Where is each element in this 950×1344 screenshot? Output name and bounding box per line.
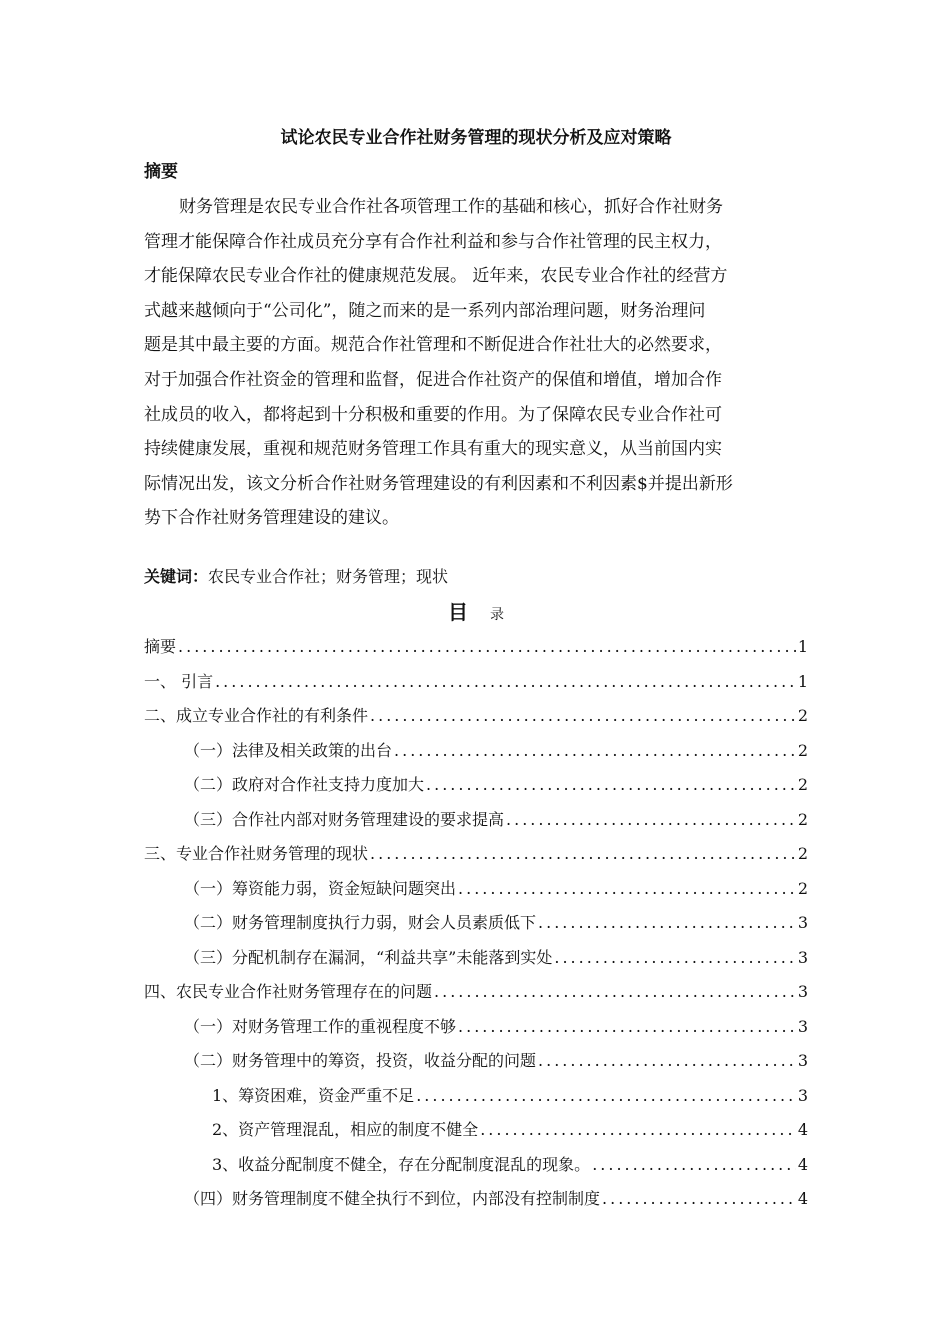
toc-entry-section-3-3[interactable]: [144, 944, 808, 979]
toc-leader-dots: [394, 737, 796, 765]
toc-entry-page: 2: [797, 844, 808, 863]
toc-entry-section-3[interactable]: [144, 840, 808, 875]
toc-entry-text: 四、农民专业合作社财务管理存在的问题: [144, 982, 433, 1001]
toc-entry-page: 2: [797, 740, 808, 760]
toc-entry-section-4-2-1[interactable]: [144, 1082, 808, 1117]
toc-leader-dots: [554, 944, 795, 972]
toc-entry-section-2-3[interactable]: [144, 806, 808, 841]
abstract-body: [144, 190, 808, 536]
toc-leader-dots: [426, 771, 796, 799]
toc-entry-text: （三）分配机制存在漏洞，“利益共享”未能落到实处: [184, 947, 553, 967]
abstract-line: 才能保障农民专业合作社的健康规范发展。 近年来，农民专业合作社的经营方: [144, 266, 728, 287]
abstract-line: 财务管理是农民专业合作社各项管理工作的基础和核心，抓好合作社财务: [179, 197, 723, 217]
toc-entry-abstract[interactable]: [144, 633, 808, 668]
abstract-line: 题是其中最主要的方面。规范合作社管理和不断促进合作社壮大的必然要求，: [144, 335, 722, 356]
toc-entry-page: 2: [797, 809, 808, 829]
toc-leader-dots: [458, 1013, 796, 1041]
toc-entry-page: 4: [797, 1189, 808, 1208]
abstract-line: 管理才能保障合作社成员充分享有合作社利益和参与合作社管理的民主权力，: [144, 231, 722, 252]
toc-entry-text: （二）政府对合作社支持力度加大: [184, 775, 425, 794]
toc-leader-dots: [538, 1047, 796, 1075]
toc-entry-section-4-1[interactable]: [144, 1013, 808, 1048]
toc-leader-dots: [416, 1082, 796, 1110]
toc-entry-section-4-2[interactable]: [144, 1047, 808, 1082]
toc-entry-section-4-2-3[interactable]: [144, 1151, 808, 1186]
toc-heading-main: 目: [448, 600, 468, 624]
toc-leader-dots: [178, 633, 796, 661]
toc-entry-text: （三）合作社内部对财务管理建设的要求提高: [184, 809, 505, 829]
abstract-line: 际情况出发，该文分析合作社财务管理建设的有利因素和不利因素$并提出新形: [144, 473, 733, 494]
toc-leader-dots: [458, 875, 796, 903]
toc-leader-dots: [434, 978, 796, 1006]
toc-entry-text: 3、收益分配制度不健全，存在分配制度混乱的现象。: [212, 1154, 591, 1174]
toc-entry-text: （一）筹资能力弱，资金短缺问题突出: [184, 878, 457, 898]
toc-leader-dots: [370, 840, 796, 868]
toc-entry-introduction[interactable]: [144, 668, 808, 703]
toc-entry-text: （二）财务管理中的筹资，投资，收益分配的问题: [184, 1051, 537, 1070]
toc-entry-text: 2、资产管理混乱，相应的制度不健全: [212, 1120, 479, 1139]
abstract-line: 式越来越倾向于“公司化”，随之而来的是一系列内部治理问题，财务治理问: [144, 300, 706, 321]
toc-entry-page: 2: [797, 878, 808, 898]
toc-entry-section-2-1[interactable]: [144, 737, 808, 772]
toc-entry-page: 3: [797, 982, 808, 1001]
toc-leader-dots: [215, 668, 796, 696]
toc-entry-section-4-4[interactable]: [144, 1185, 808, 1220]
toc-entry-section-3-1[interactable]: [144, 875, 808, 910]
toc-entry-page: 4: [797, 1120, 808, 1139]
document-title: 试论农民专业合作社财务管理的现状分析及应对策略: [280, 128, 672, 148]
abstract-line: 势下合作社财务管理建设的建议。: [144, 508, 399, 529]
toc-entry-text: 摘要: [144, 637, 177, 656]
toc-entry-text: （四）财务管理制度不健全执行不到位，内部没有控制制度: [184, 1189, 601, 1208]
toc-entry-page: 2: [797, 775, 808, 794]
toc-leader-dots: [480, 1116, 796, 1144]
toc-entry-page: 3: [797, 947, 808, 967]
toc-leader-dots: [592, 1151, 796, 1179]
toc-entry-section-2[interactable]: [144, 702, 808, 737]
toc-entry-page: 3: [797, 1016, 808, 1036]
toc-entry-text: 三、专业合作社财务管理的现状: [144, 844, 369, 863]
toc-entry-section-4[interactable]: [144, 978, 808, 1013]
toc-entry-page: 3: [797, 913, 808, 932]
toc-entry-section-3-2[interactable]: [144, 909, 808, 944]
abstract-line: 社成员的收入，都将起到十分积极和重要的作用。为了保障农民专业合作社可: [144, 404, 722, 425]
toc-heading-secondary: 录: [490, 607, 504, 623]
toc-entry-page: 1: [797, 671, 808, 691]
keywords-value: 农民专业合作社；财务管理；现状: [208, 567, 449, 586]
toc-entry-page: 2: [797, 706, 808, 725]
keywords: [144, 564, 448, 590]
keywords-label: 关键词：: [144, 567, 209, 586]
toc-entry-text: （一）对财务管理工作的重视程度不够: [184, 1016, 457, 1036]
abstract-heading: 摘要: [144, 162, 178, 182]
toc-entry-section-4-2-2[interactable]: [144, 1116, 808, 1151]
toc-entry-text: 1、筹资困难，资金严重不足: [212, 1085, 415, 1105]
toc-entry-page: 3: [797, 1051, 808, 1070]
toc-heading: [144, 598, 808, 629]
toc-entry-text: 二、成立专业合作社的有利条件: [144, 706, 369, 725]
toc-leader-dots: [602, 1185, 796, 1213]
toc-leader-dots: [538, 909, 796, 937]
toc-entry-page: 4: [797, 1154, 808, 1174]
toc-entry-text: （二）财务管理制度执行力弱，财会人员素质低下: [184, 913, 537, 932]
toc-entry-page: 1: [797, 637, 808, 656]
toc-entry-text: （一）法律及相关政策的出台: [184, 740, 393, 760]
table-of-contents: [144, 633, 808, 1220]
abstract-line: 对于加强合作社资金的管理和监督，促进合作社资产的保值和增值，增加合作: [144, 369, 722, 390]
toc-entry-page: 3: [797, 1085, 808, 1105]
toc-leader-dots: [506, 806, 796, 834]
abstract-line: 持续健康发展，重视和规范财务管理工作具有重大的现实意义，从当前国内实: [144, 439, 722, 460]
toc-entry-text: 一、 引言: [144, 671, 214, 691]
toc-leader-dots: [370, 702, 796, 730]
toc-entry-section-2-2[interactable]: [144, 771, 808, 806]
